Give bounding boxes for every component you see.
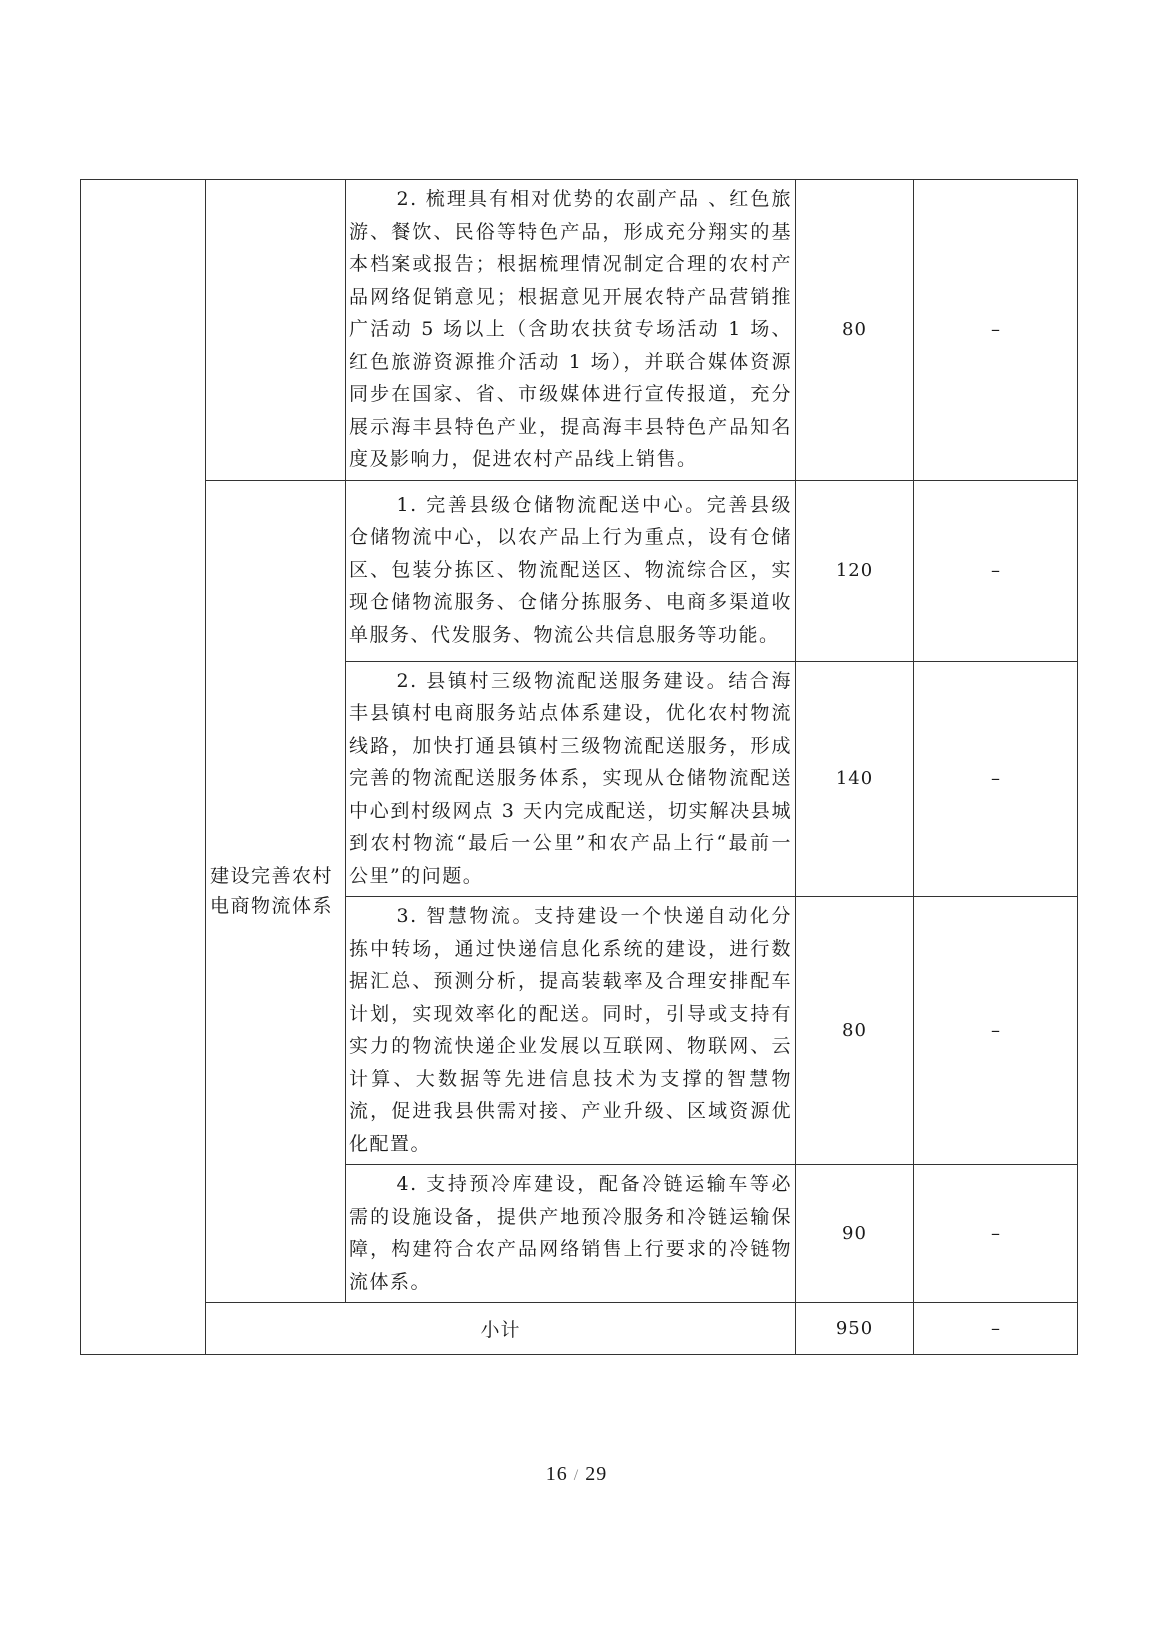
table-row [81,180,1078,481]
page-separator: / [573,1467,580,1484]
item-description: 1. 完善县级仓储物流配送中心。完善县级仓储物流中心，以农产品上行为重点，设有仓储区、包装分拣区、物流配送区、物流综合区，实现仓储物流服务、仓储分拣服务、电商多渠道收单服务、代发服务、物流公共信息服务等功能。 [346,480,796,661]
item-amount: 80 [796,180,914,481]
item-description: 2. 县镇村三级物流配送服务建设。结合海丰县镇村电商服务站点体系建设，优化农村物流线路，加快打通县镇村三级物流配送服务，形成完善的物流配送服务体系，实现从仓储物流配送中心到村级网点 3 天内完成配送，切实解决县城到农村物流“最后一公里”和农产品上行“最前一公里”的问题。 [346,661,796,897]
item-note: – [914,1165,1078,1303]
item-amount: 80 [796,897,914,1165]
item-note: – [914,897,1078,1165]
blank-left-cell [81,180,206,1355]
subtotal-note: – [914,1303,1078,1355]
item-amount: 120 [796,480,914,661]
item-amount: 140 [796,661,914,897]
item-note: – [914,180,1078,481]
subtotal-label: 小计 [206,1303,796,1355]
blank-category-cell [206,180,346,481]
subtotal-amount: 950 [796,1303,914,1355]
item-note: – [914,661,1078,897]
item-note: – [914,480,1078,661]
page-current: 16 [545,1463,568,1485]
page-total: 29 [585,1463,608,1485]
item-description: 4. 支持预冷库建设，配备冷链运输车等必需的设施设备，提供产地预冷服务和冷链运输保障，构建符合农产品网络销售上行要求的冷链物流体系。 [346,1165,796,1303]
page-number [0,1463,1153,1486]
funding-table [80,179,1078,1355]
category-label: 建设完善农村电商物流体系 [206,480,346,1303]
item-description: 3. 智慧物流。支持建设一个快递自动化分拣中转场，通过快递信息化系统的建设，进行数据汇总、预测分析，提高装载率及合理安排配车计划，实现效率化的配送。同时，引导或支持有实力的物流快递企业发展以互联网、物联网、云计算、大数据等先进信息技术为支撑的智慧物流，促进我县供需对接、产业升级、区域资源优化配置。 [346,897,796,1165]
subtotal-row [81,1303,1078,1355]
item-description: 2. 梳理具有相对优势的农副产品 、红色旅游、餐饮、民俗等特色产品，形成充分翔实的基本档案或报告；根据梳理情况制定合理的农村产品网络促销意见；根据意见开展农特产品营销推广活动 5 场以上（含助农扶贫专场活动 1 场、红色旅游资源推介活动 1 场），并联合媒体资源同步在国家、省、市级媒体进行宣传报道，充分展示海丰县特色产业，提高海丰县特色产品知名度及影响力，促进农村产品线上销售。 [346,180,796,481]
table-row [81,480,1078,661]
item-amount: 90 [796,1165,914,1303]
